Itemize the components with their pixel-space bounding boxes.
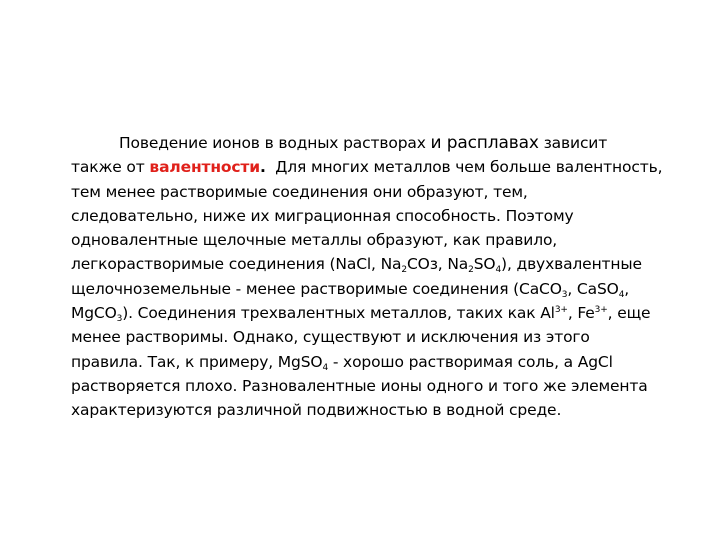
- text-run: - хорошо растворимая соль, а AgCl: [328, 352, 613, 371]
- text-run: и расплавах: [430, 133, 539, 153]
- paragraph-line: [71, 155, 691, 179]
- text-run: , Fe: [567, 304, 595, 323]
- text-run: зависит: [538, 134, 608, 152]
- text-run: Для многих металлов чем больше валентность,: [265, 158, 663, 177]
- text-run: CO: [406, 255, 430, 274]
- text-run: Поведение ионов в водных растворах: [119, 134, 431, 152]
- paragraph-line: характеризуются различной подвижностью в водной среде.: [71, 401, 562, 420]
- text-run: ), двухвалентные: [501, 255, 642, 274]
- highlighted-term: валентности: [149, 158, 260, 177]
- paragraph-line: [71, 301, 691, 325]
- text-run: ). Соединения трехвалентных металлов, таких как Al: [122, 304, 555, 323]
- paragraph-line: менее растворимы. Однако, существуют и исключения из этого: [71, 328, 590, 347]
- text-run: также от: [71, 158, 150, 177]
- paragraph-line: одновалентные щелочные металлы образуют, как правило,: [71, 231, 558, 250]
- subscript: 3: [116, 314, 123, 325]
- body-paragraph: [71, 131, 691, 423]
- subscript: 4: [322, 362, 329, 373]
- paragraph-line: тем менее растворимые соединения они образуют, тем,: [71, 182, 528, 201]
- subscript: 4: [618, 289, 625, 300]
- paragraph-line: [71, 131, 691, 155]
- text-run: з, Na: [429, 255, 469, 274]
- paragraph-line: растворяется плохо. Разновалентные ионы одного и того же элемента: [71, 376, 648, 395]
- subscript: 2: [468, 265, 474, 276]
- superscript: 3+: [594, 305, 608, 316]
- text-run: SO: [473, 255, 496, 274]
- subscript: 3: [561, 289, 568, 300]
- text-run: легкорастворимые соединения (NaCl, Na: [71, 255, 402, 274]
- subscript: 4: [495, 265, 502, 276]
- text-run: , еще: [607, 304, 651, 323]
- paragraph-line: [71, 252, 691, 276]
- text-run: ,: [624, 279, 630, 298]
- paragraph-line: следовательно, ниже их миграционная способность. Поэтому: [71, 206, 574, 225]
- text-run: , CaSO: [567, 279, 619, 298]
- superscript: 3+: [554, 305, 568, 316]
- text-run: правила. Так, к примеру, MgSO: [71, 352, 323, 371]
- text-run: .: [259, 158, 266, 177]
- subscript: 2: [401, 265, 407, 276]
- paragraph-line: [71, 350, 691, 374]
- text-run: MgCO: [71, 304, 117, 323]
- paragraph-line: [71, 277, 691, 301]
- text-run: щелочноземельные - менее растворимые соединения (CaCO: [71, 279, 562, 298]
